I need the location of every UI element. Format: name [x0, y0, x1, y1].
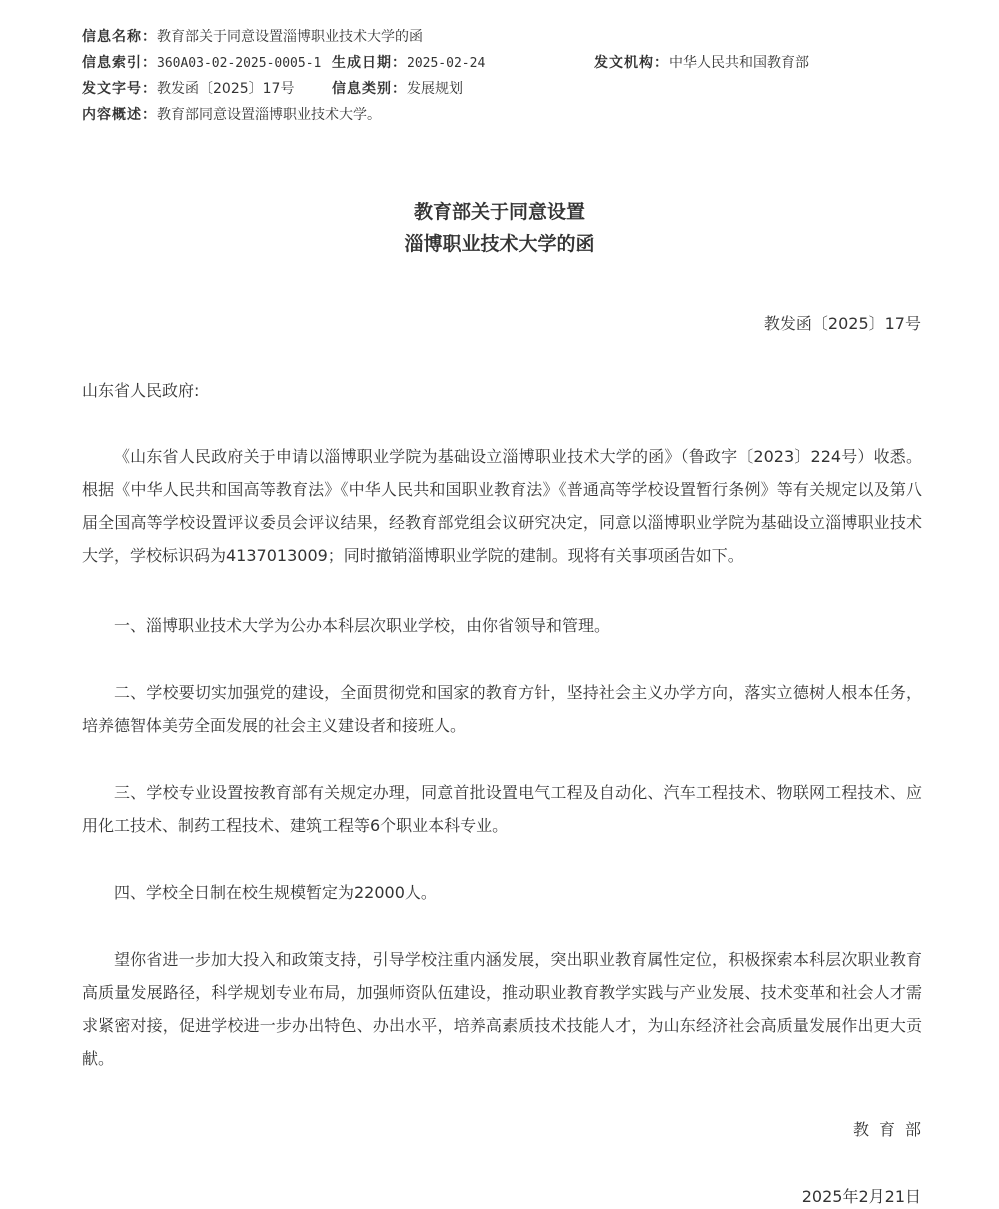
meta-docno-label: 发文字号：: [82, 81, 157, 97]
meta-name-label: 信息名称：: [82, 29, 157, 45]
meta-name-value: 教育部关于同意设置淄博职业技术大学的函: [157, 29, 423, 45]
meta-index-value: 360A03-02-2025-0005-1: [157, 56, 322, 71]
meta-name: [82, 24, 423, 50]
meta-org-label: 发文机构：: [594, 55, 669, 71]
meta-summary: [82, 102, 381, 128]
paragraph-text: 一、淄博职业技术大学为公办本科层次职业学校，由你省领导和管理。: [114, 616, 611, 635]
meta-row-index: [82, 50, 922, 76]
meta-row-name: [82, 24, 922, 50]
meta-row-docno: [82, 76, 922, 102]
paragraph-item-1: [82, 609, 922, 642]
paragraph-closing: [82, 943, 922, 1075]
meta-index: [82, 50, 321, 77]
meta-category-value: 发展规划: [407, 81, 463, 97]
meta-index-label: 信息索引：: [82, 55, 157, 71]
meta-org-value: 中华人民共和国教育部: [669, 55, 809, 71]
document-metadata: [82, 24, 922, 128]
paragraph-text: 《山东省人民政府关于申请以淄博职业学院为基础设立淄博职业技术大学的函》（鲁政字〔2023〕224号）收悉。根据《中华人民共和国高等教育法》《中华人民共和国职业教育法》《普通高等学校设置暂行条例》等有关规定以及第八届全国高等学校设置评议委员会评议结果，经教育部党组会议研究决定，同意以淄博职业学院为基础设立淄博职业技术大学，学校标识码为4137013009；同时撤销淄博职业学院的建制。现将有关事项函告如下。: [82, 447, 922, 565]
meta-category: [332, 76, 463, 102]
paragraph-text: 望你省进一步加大投入和政策支持，引导学校注重内涵发展，突出职业教育属性定位，积极探索本科层次职业教育高质量发展路径，科学规划专业布局，加强师资队伍建设，推动职业教育教学实践与产业发展、技术变革和社会人才需求紧密对接，促进学校进一步办出特色、办出水平，培养高素质技术技能人才，为山东经济社会高质量发展作出更大贡献。: [82, 950, 922, 1068]
paragraph-item-3: [82, 776, 922, 842]
meta-org: [594, 50, 809, 76]
paragraph-item-4: [82, 876, 922, 909]
meta-row-summary: [82, 102, 922, 128]
document-number: 教发函〔2025〕17号: [763, 314, 921, 333]
meta-docno: [82, 76, 294, 102]
title-line-1: 教育部关于同意设置: [413, 201, 585, 223]
meta-date: [332, 50, 485, 77]
paragraph-text: 四、学校全日制在校生规模暂定为22000人。: [114, 883, 437, 902]
paragraph-text: 三、学校专业设置按教育部有关规定办理，同意首批设置电气工程及自动化、汽车工程技术、物联网工程技术、应用化工技术、制药工程技术、建筑工程等6个职业本科专业。: [82, 783, 922, 835]
paragraph-intro: [82, 440, 922, 572]
meta-date-label: 生成日期：: [332, 55, 407, 71]
meta-category-label: 信息类别：: [332, 81, 407, 97]
title-line-2: 淄博职业技术大学的函: [404, 233, 595, 255]
paragraph-text: 二、学校要切实加强党的建设，全面贯彻党和国家的教育方针，坚持社会主义办学方向，落实立德树人根本任务，培养德智体美劳全面发展的社会主义建设者和接班人。: [82, 683, 922, 735]
meta-summary-value: 教育部同意设置淄博职业技术大学。: [157, 107, 381, 123]
paragraph-item-2: [82, 676, 922, 742]
document-title: [0, 196, 999, 260]
signature-organization: 教育部: [852, 1120, 931, 1139]
meta-docno-value: 教发函〔2025〕17号: [157, 81, 295, 97]
signature-date: 2025年2月21日: [801, 1187, 921, 1206]
meta-summary-label: 内容概述：: [82, 107, 157, 123]
meta-date-value: 2025-02-24: [407, 56, 486, 71]
recipient-text: 山东省人民政府:: [82, 381, 200, 400]
recipient: [82, 374, 922, 407]
